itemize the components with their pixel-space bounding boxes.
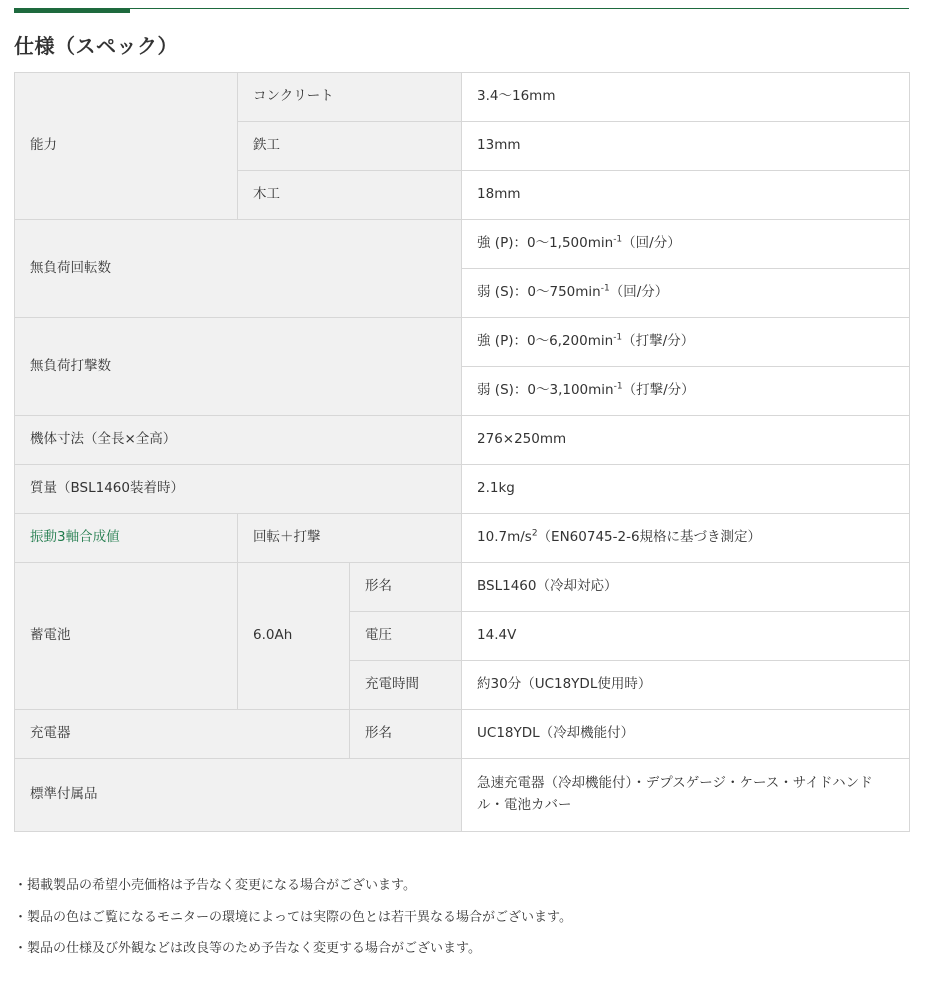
value-speed-strong: 強 (P)：$0\sim 1,500\min^{-1}$（回/分） [462,220,910,269]
battery-capacity: 6.0Ah [238,563,350,710]
sublabel-charge-time: 充電時間 [350,661,462,710]
top-accent-bar [14,8,130,13]
value-impact-weak: 弱 (S)：$0\sim 3,100\min^{-1}$（打撃/分） [462,367,910,416]
sublabel-battery-model: 形名 [350,563,462,612]
row-label-no-load-impact: 無負荷打撃数 [15,318,462,416]
row-label-charger: 充電器 [15,710,350,759]
table-row [15,220,910,269]
value-impact-strong: 強 (P)：$0\sim 6,200\min^{-1}$（打撃/分） [462,318,910,367]
value-charger-model: UC18YDL（冷却機能付） [462,710,910,759]
table-row [15,318,910,367]
note-item: ・製品の色はご覧になるモニターの環境によっては実際の色とは若干異なる場合がございます。 [14,909,572,925]
sublabel-charger-model: 形名 [350,710,462,759]
value-wood: 18mm [462,171,910,220]
row-label-accessories: 標準付属品 [15,759,462,832]
value-charge-time: 約30分（UC18YDL使用時） [462,661,910,710]
value-accessories: 急速充電器（冷却機能付）・デプスゲージ・ケース・サイドハンドル・電池カバー [462,759,910,832]
table-row [15,465,910,514]
row-label-vibration: 振動3軸合成値 [15,514,238,563]
value-voltage: 14.4V [462,612,910,661]
value-speed-weak: 弱 (S)：$0\sim 750\min^{-1}$（回/分） [462,269,910,318]
spec-table [14,72,910,832]
value-steel: 13mm [462,122,910,171]
table-row [15,710,910,759]
value-mass: 2.1kg [462,465,910,514]
table-row [15,73,910,122]
table-row [15,759,910,832]
row-label-dimensions: 機体寸法（全長×全高） [15,416,462,465]
row-label-battery: 蓄電池 [15,563,238,710]
sublabel-voltage: 電圧 [350,612,462,661]
note-item: ・掲載製品の希望小売価格は予告なく変更になる場合がございます。 [14,878,416,893]
sublabel-wood: 木工 [238,171,462,220]
row-label-mass: 質量（BSL1460装着時） [15,465,462,514]
table-row [15,514,910,563]
sublabel-concrete: コンクリート [238,73,462,122]
value-battery-model: BSL1460（冷却対応） [462,563,910,612]
table-row [15,563,910,612]
sublabel-steel: 鉄工 [238,122,462,171]
table-row [15,416,910,465]
row-label-capacity: 能力 [15,73,238,220]
note-item: ・製品の仕様及び外観などは改良等のため予告なく変更する場合がございます。 [14,941,481,956]
top-rule [14,8,909,9]
value-dimensions: 276×250mm [462,416,910,465]
row-label-no-load-speed: 無負荷回転数 [15,220,462,318]
sublabel-vibration-mode: 回転＋打撃 [238,514,462,563]
page-title: 仕様（スペック） [14,34,178,58]
value-vibration: $10.7m/s^2(EN60745-2-6$規格に基づき測定） [462,514,910,563]
notes-list [14,876,572,971]
value-concrete: 3.4～16mm [462,73,910,122]
